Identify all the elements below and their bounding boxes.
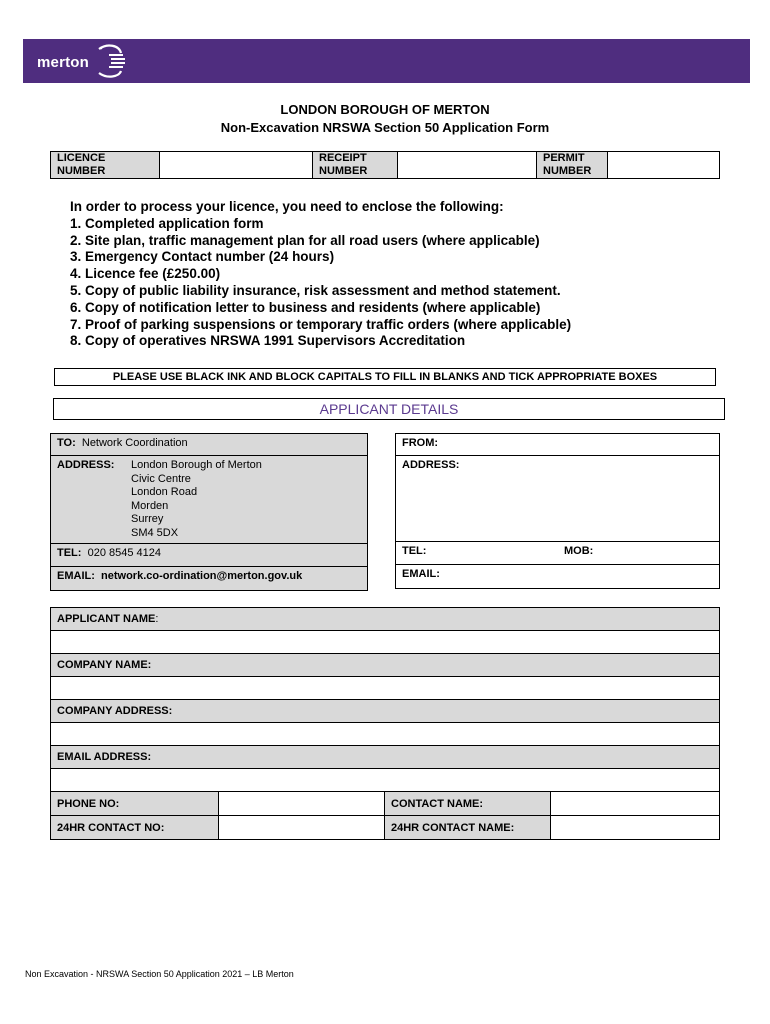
email-label: EMAIL: — [57, 570, 95, 582]
applicant-details-table — [50, 607, 720, 840]
address-line: London Borough of Merton — [131, 459, 262, 471]
list-item: 4. Licence fee (£250.00) — [70, 266, 221, 282]
tel-label: TEL: — [57, 547, 82, 559]
address-line: Surrey — [131, 513, 164, 525]
tel-value: 020 8545 4124 — [87, 547, 161, 559]
permit-number-field[interactable] — [608, 152, 720, 179]
company-name-label: COMPANY NAME: — [51, 654, 720, 677]
list-item: 2. Site plan, traffic management plan for all road users (where applicable) — [70, 232, 540, 248]
applicant-name-field[interactable] — [51, 631, 720, 654]
applicant-name-label — [51, 608, 720, 631]
from-address-field[interactable] — [396, 456, 720, 542]
tel-row — [51, 544, 368, 567]
instructions-intro: In order to process your licence, you need to enclose the following: — [70, 199, 504, 214]
address-lines — [131, 459, 262, 540]
list-item: 6. Copy of notification letter to business and residents (where applicable) — [70, 299, 541, 315]
list-item: 7. Proof of parking suspensions or temporary traffic orders (where applicable) — [70, 316, 572, 332]
section-heading-applicant-details: APPLICANT DETAILS — [53, 398, 725, 420]
list-item: 1. Completed application form — [70, 215, 264, 231]
receipt-number-field[interactable] — [398, 152, 537, 179]
receipt-number-label: RECEIPT NUMBER — [313, 152, 398, 179]
company-address-label: COMPANY ADDRESS: — [51, 700, 720, 723]
address-line: London Road — [131, 486, 198, 498]
email-address-label: EMAIL ADDRESS: — [51, 746, 720, 769]
email-value[interactable]: network.co-ordination@merton.gov.uk — [101, 570, 303, 582]
from-tel-label: TEL: — [402, 545, 427, 557]
list-item: 8. Copy of operatives NRSWA 1991 Supervisors Accreditation — [70, 333, 466, 349]
form-subtitle: Non-Excavation NRSWA Section 50 Application Form — [220, 120, 550, 135]
ink-notice: PLEASE USE BLACK INK AND BLOCK CAPITALS TO FILL IN BLANKS AND TICK APPROPRIATE BOXES — [54, 368, 716, 386]
from-email-label: EMAIL: — [402, 568, 440, 580]
address-line: SM4 5DX — [131, 526, 179, 539]
reference-numbers-table — [50, 151, 720, 179]
address-line: Civic Centre — [131, 472, 191, 485]
from-tel-field[interactable] — [396, 542, 720, 565]
contact-name-label: CONTACT NAME: — [385, 792, 551, 816]
company-address-field[interactable] — [51, 723, 720, 746]
applicant-name-colon: : — [155, 613, 159, 625]
list-item: 3. Emergency Contact number (24 hours) — [70, 249, 335, 265]
email-address-field[interactable] — [51, 769, 720, 792]
merton-swirl-icon — [93, 43, 127, 79]
merton-logo — [37, 43, 127, 79]
address-line: Morden — [131, 499, 169, 512]
from-mob-label: MOB: — [564, 545, 594, 557]
phone-no-label: PHONE NO: — [51, 792, 219, 816]
permit-number-label: PERMIT NUMBER — [537, 152, 608, 179]
from-address-box — [395, 433, 720, 589]
enclosure-instructions — [70, 199, 571, 350]
from-email-field[interactable] — [396, 565, 720, 589]
contact-24hr-name-label: 24HR CONTACT NAME: — [385, 816, 551, 840]
page-footer: Non Excavation - NRSWA Section 50 Application 2021 – LB Merton — [25, 969, 294, 979]
phone-no-field[interactable] — [219, 792, 385, 816]
contact-24hr-no-field[interactable] — [219, 816, 385, 840]
applicant-name-text: APPLICANT NAME — [57, 613, 156, 625]
licence-number-field[interactable] — [160, 152, 313, 179]
contact-name-field[interactable] — [551, 792, 720, 816]
header-banner — [23, 39, 750, 83]
page-title: LONDON BOROUGH OF MERTON — [280, 102, 490, 117]
address-label: ADDRESS: — [57, 459, 115, 471]
from-address-label: ADDRESS: — [402, 459, 460, 471]
licence-number-label: LICENCE NUMBER — [51, 152, 160, 179]
to-row — [51, 434, 368, 456]
logo-text: merton — [37, 54, 90, 71]
from-field[interactable] — [396, 434, 720, 456]
email-row — [51, 567, 368, 591]
to-label: TO: — [57, 437, 76, 449]
contact-24hr-name-field[interactable] — [551, 816, 720, 840]
contact-24hr-no-label: 24HR CONTACT NO: — [51, 816, 219, 840]
to-address-row — [51, 456, 368, 544]
from-label: FROM: — [402, 437, 439, 449]
to-address-box — [50, 433, 368, 591]
to-value: Network Coordination — [81, 437, 188, 449]
company-name-field[interactable] — [51, 677, 720, 700]
list-item: 5. Copy of public liability insurance, risk assessment and method statement. — [70, 282, 561, 298]
